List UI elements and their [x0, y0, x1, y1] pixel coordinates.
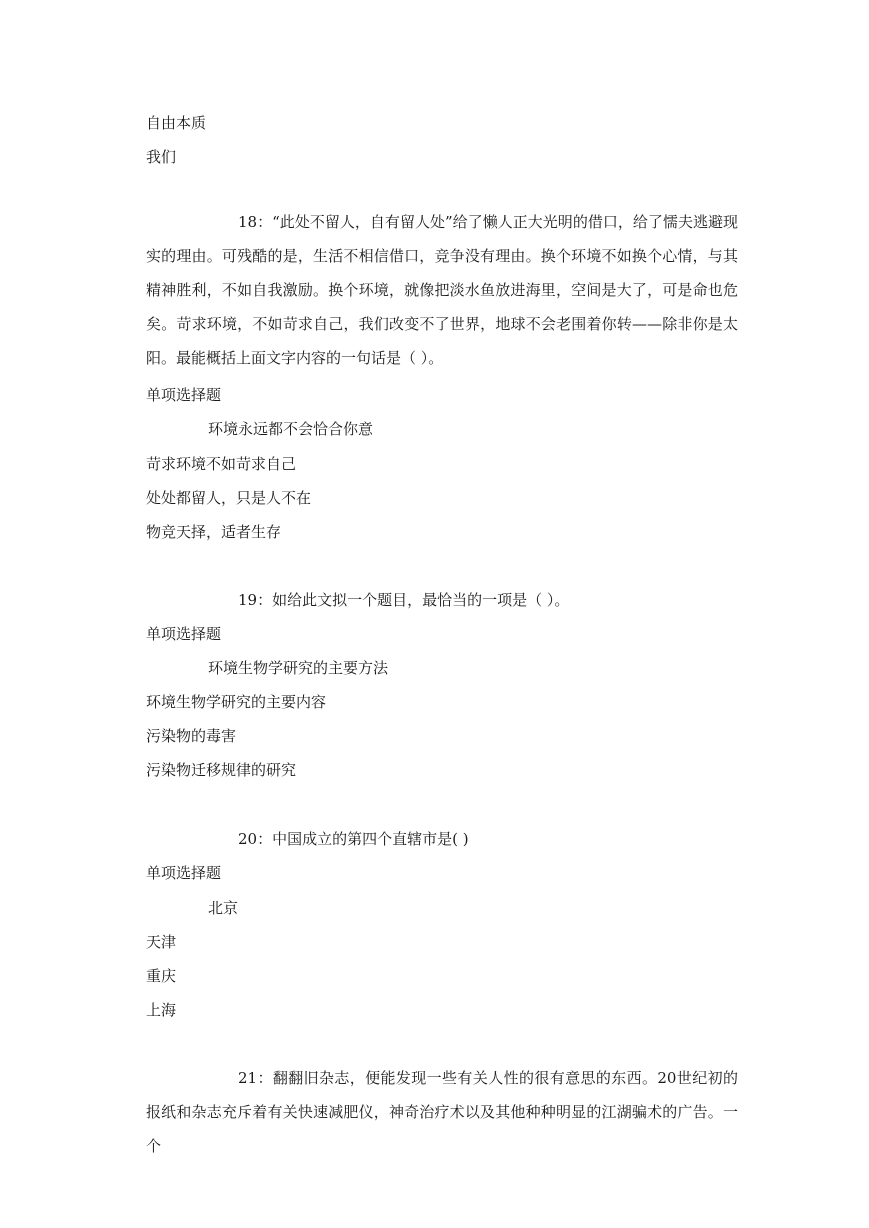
question-19-number: 19： [238, 591, 273, 609]
question-19-option-d: 污染物迁移规律的研究 [146, 761, 297, 779]
text-line-we: 我们 [146, 148, 177, 166]
question-21-stem [146, 1061, 738, 1163]
text-line-freedom: 自由本质 [146, 114, 207, 132]
question-18-option-a: 环境永远都不会恰合你意 [208, 420, 374, 438]
question-19-type: 单项选择题 [146, 625, 222, 643]
question-21-text: 翻翻旧杂志，便能发现一些有关人性的很有意思的东西。20世纪初的报纸和杂志充斥着有关快速减肥仪，神奇治疗术以及其他种种明显的江湖骗术的广告。一个 [146, 1069, 738, 1155]
question-20-option-a: 北京 [208, 899, 239, 917]
question-19-option-b: 环境生物学研究的主要内容 [146, 693, 327, 711]
question-19-option-c: 污染物的毒害 [146, 727, 237, 745]
question-18-option-d: 物竞天择，适者生存 [146, 523, 282, 541]
question-20-stem [238, 829, 469, 849]
question-20-option-b: 天津 [146, 933, 177, 951]
question-20-number: 20： [238, 830, 273, 848]
question-18-type: 单项选择题 [146, 386, 222, 404]
question-19-option-a: 环境生物学研究的主要方法 [208, 659, 389, 677]
question-18-number: 18： [238, 213, 273, 231]
question-20-option-d: 上海 [146, 1001, 177, 1019]
question-18-text: “此处不留人，自有留人处”给了懒人正大光明的借口，给了懦夫逃避现实的理由。可残酷的是，生活不相信借口，竞争没有理由。换个环境不如换个心情，与其精神胜利，不如自我激励。换个环境，就像把淡水鱼放进海里，空间是大了，可是命也危矣。苛求环境，不如苛求自己，我们改变不了世界，地球不会老围着你转——除非你是太阳。最能概括上面文字内容的一句话是（ ）。 [146, 213, 738, 367]
question-18-option-b: 苛求环境不如苛求自己 [146, 455, 297, 473]
question-20-option-c: 重庆 [146, 967, 177, 985]
question-19-text: 如给此文拟一个题目，最恰当的一项是（ ）。 [272, 591, 570, 609]
question-19-stem [238, 590, 569, 610]
question-20-type: 单项选择题 [146, 864, 222, 882]
question-21-number: 21： [238, 1069, 273, 1087]
question-18-stem [146, 205, 738, 375]
question-20-text: 中国成立的第四个直辖市是( ) [272, 830, 469, 848]
question-18-option-c: 处处都留人，只是人不在 [146, 489, 312, 507]
